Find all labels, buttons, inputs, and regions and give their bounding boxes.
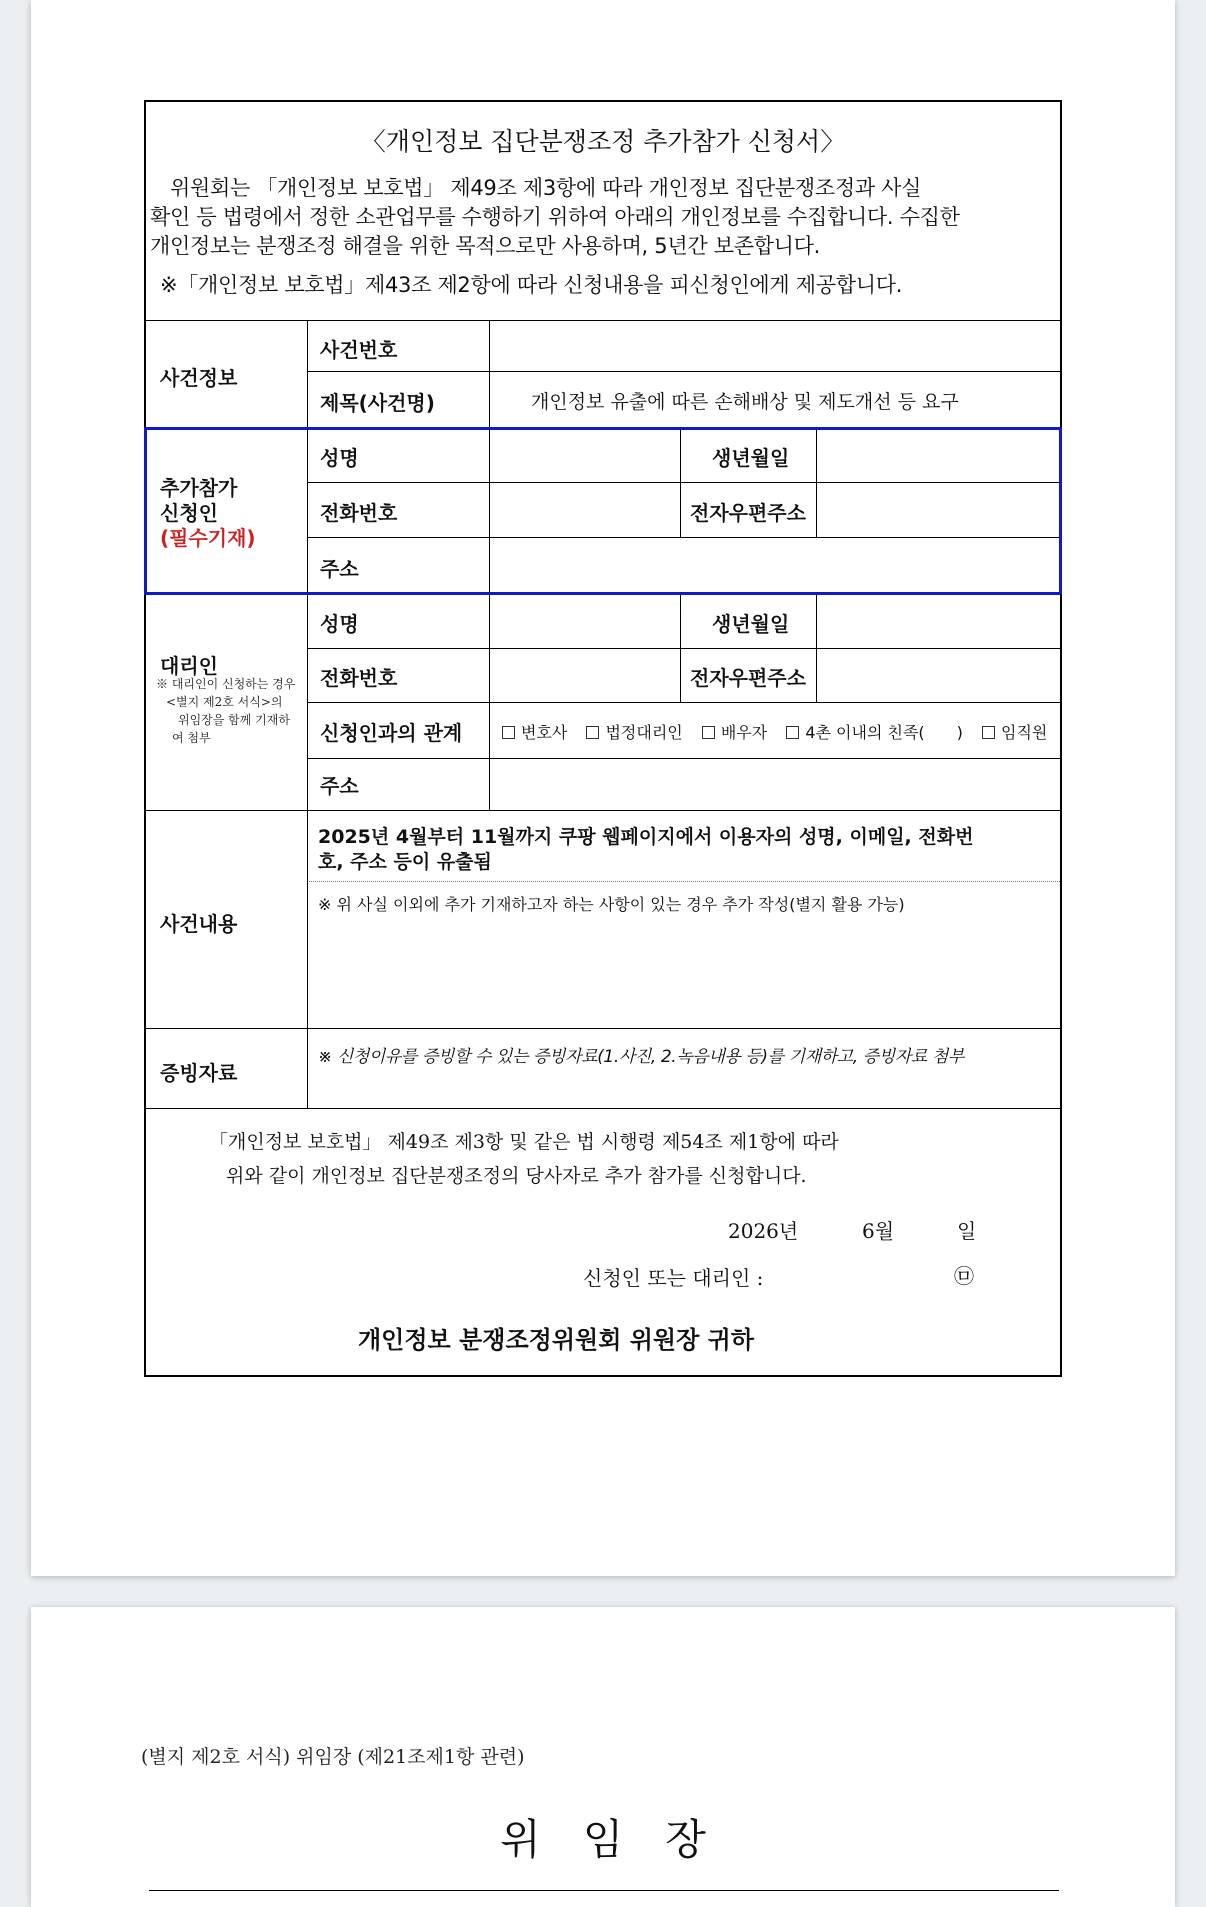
relation-option-employee[interactable]: 임직원 (982, 723, 1047, 742)
checkbox[interactable] (586, 726, 599, 739)
agent-name-field[interactable] (492, 597, 678, 646)
checkbox[interactable] (502, 726, 515, 739)
agent-phone-field[interactable] (492, 651, 678, 700)
agent-birth-field[interactable] (819, 597, 1057, 646)
applicant-address-label: 주소 (320, 557, 359, 581)
agent-name-label: 성명 (320, 612, 359, 636)
applicant-birth-label: 생년월일 (712, 446, 790, 470)
agent-phone-label: 전화번호 (320, 666, 398, 690)
case-number-field[interactable] (501, 330, 1056, 366)
date-month: 6월 (862, 1219, 895, 1243)
relation-options (502, 720, 1061, 743)
notice-text: ※「개인정보 보호법」제43조 제2항에 따라 신청내용을 피신청인에게 제공합니다. (160, 273, 903, 297)
applicant-email-label: 전자우편주소 (690, 501, 806, 525)
relation-option-lawyer[interactable]: 변호사 (502, 723, 567, 742)
applicant-phone-label: 전화번호 (320, 501, 398, 525)
case-number-label: 사건번호 (320, 338, 398, 362)
agent-email-field[interactable] (819, 651, 1057, 700)
case-extra-field[interactable] (312, 917, 1056, 1025)
evidence-label: 증빙자료 (160, 1061, 238, 1085)
document-page-1 (31, 0, 1175, 1576)
checkbox[interactable] (702, 726, 715, 739)
addressee: 개인정보 분쟁조정위원회 위원장 귀하 (358, 1325, 755, 1354)
agent-note-line4: 여 첨부 (172, 731, 211, 745)
agent-email-label: 전자우편주소 (690, 666, 806, 690)
row-divider (307, 702, 1060, 703)
row-divider (307, 758, 1060, 759)
date-day: 일 (957, 1219, 977, 1243)
agent-relation-label: 신청인과의 관계 (320, 721, 463, 745)
agent-note-line1: ※ 대리인이 신청하는 경우 (156, 677, 296, 691)
case-content-label: 사건내용 (160, 912, 238, 936)
intro-line-2: 확인 등 법령에서 정한 소관업무를 수행하기 위하여 아래의 개인정보를 수집합니다. 수집한 (150, 205, 960, 229)
page2-title: 위 임 장 (500, 1815, 706, 1864)
row-divider (307, 648, 1060, 649)
intro-line-1: 위원회는 「개인정보 보호법」 제49조 제3항에 따라 개인정보 집단분쟁조정과 사실 (170, 176, 922, 200)
application-form (144, 100, 1062, 1377)
row-divider (307, 371, 1060, 372)
applicant-name-label: 성명 (320, 446, 359, 470)
relation-option-relative[interactable]: 4촌 이내의 친족( ) (786, 723, 963, 742)
declaration-line2: 위와 같이 개인정보 집단분쟁조정의 당사자로 추가 참가를 신청합니다. (226, 1165, 807, 1187)
page2-divider (149, 1890, 1059, 1891)
column-divider (489, 758, 490, 810)
case-info-label: 사건정보 (160, 366, 238, 390)
column-divider (680, 594, 681, 702)
page2-header: (별지 제2호 서식) 위임장 (제21조제1항 관련) (141, 1746, 525, 1768)
row-divider (146, 1028, 1060, 1029)
agent-note-line2: <별지 제2호 서식>의 (166, 695, 283, 709)
required-marker: (필수기재) (160, 526, 256, 550)
case-extra-note: ※ 위 사실 이외에 추가 기재하고자 하는 사항이 있는 경우 추가 작성(별지 활용 가능) (318, 895, 905, 914)
case-title-label: 제목(사건명) (320, 391, 435, 415)
applicant-label-line2: 신청인 (160, 501, 218, 525)
agent-note-line3: 위임장을 함께 기재하 (178, 713, 290, 727)
agent-birth-label: 생년월일 (712, 612, 790, 636)
signer-label: 신청인 또는 대리인 : (583, 1266, 764, 1290)
dotted-divider (307, 881, 1060, 882)
case-summary-line2: 호, 주소 등이 유출됨 (318, 851, 492, 873)
agent-address-field[interactable] (492, 761, 1057, 808)
seal-mark: ㉤ (954, 1264, 974, 1288)
relation-option-spouse[interactable]: 배우자 (702, 723, 767, 742)
case-summary-line1: 2025년 4월부터 11월까지 쿠팡 웹페이지에서 이용자의 성명, 이메일, 전화번 (318, 826, 974, 848)
form-title: 〈개인정보 집단분쟁조정 추가참가 신청서〉 (360, 127, 846, 156)
evidence-note: ※ 신청이유를 증빙할 수 있는 증빙자료(1.사진, 2.녹음내용 등)를 기재하고, 증빙자료 첨부 (318, 1047, 964, 1067)
checkbox[interactable] (786, 726, 799, 739)
column-divider (816, 594, 817, 702)
row-divider (146, 320, 1060, 321)
intro-line-3: 개인정보는 분쟁조정 해결을 위한 목적으로만 사용하며, 5년간 보존합니다. (150, 234, 821, 258)
case-title-value: 개인정보 유출에 따른 손해배상 및 제도개선 등 요구 (531, 391, 959, 413)
declaration-line1: 「개인정보 보호법」 제49조 제3항 및 같은 법 시행령 제54조 제1항에 따라 (209, 1131, 839, 1153)
applicant-label-line1: 추가참가 (160, 476, 238, 500)
document-page-2 (31, 1607, 1175, 1907)
column-divider (489, 320, 490, 427)
checkbox[interactable] (982, 726, 995, 739)
applicant-highlight-box (144, 427, 1062, 595)
agent-label: 대리인 (160, 654, 218, 678)
relation-option-legal-rep[interactable]: 법정대리인 (586, 723, 682, 742)
agent-address-label: 주소 (320, 774, 359, 798)
row-divider (146, 1108, 1060, 1109)
date-year: 2026년 (728, 1219, 799, 1243)
row-divider (146, 810, 1060, 811)
signature-field[interactable] (774, 1260, 944, 1288)
